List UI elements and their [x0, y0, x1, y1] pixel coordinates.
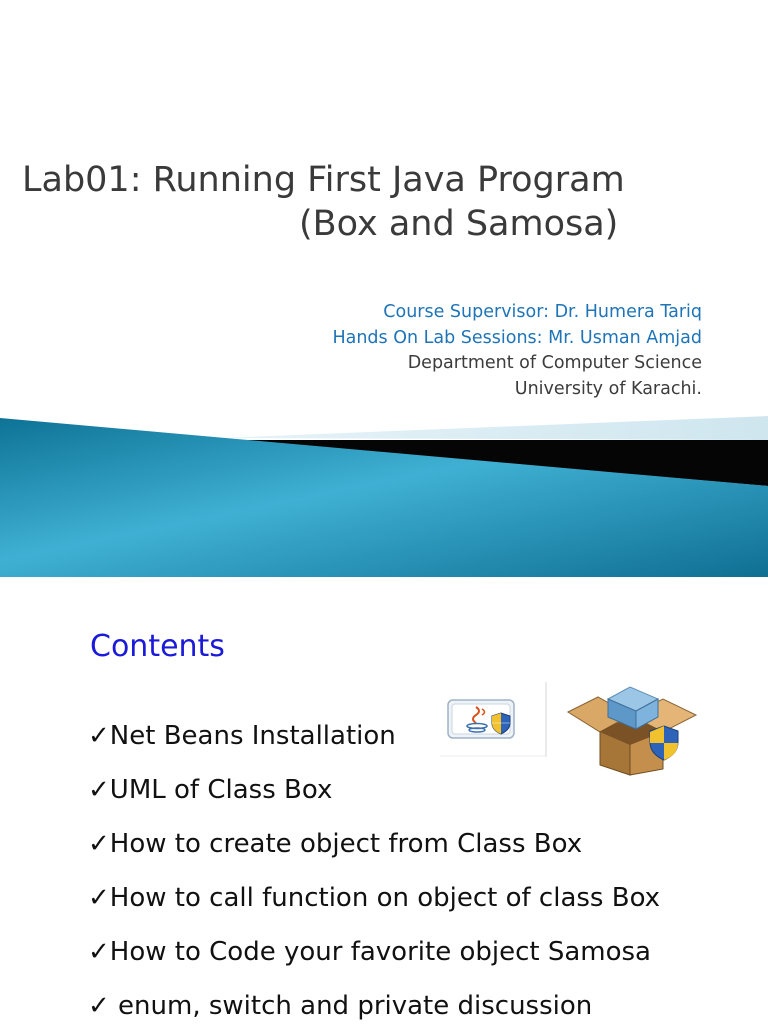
contents-heading: Contents [90, 629, 225, 664]
list-item-text: How to call function on object of class Box [109, 883, 661, 913]
list-item [88, 979, 660, 1024]
contents-slide [0, 577, 768, 1024]
list-item [88, 925, 660, 979]
list-item [88, 817, 660, 871]
list-item [88, 871, 660, 925]
decorative-wave-band [0, 410, 768, 577]
check-icon: ✓ [88, 991, 110, 1021]
course-supervisor-line: Course Supervisor: Dr. Humera Tariq [383, 302, 702, 322]
department-line: Department of Computer Science [407, 353, 702, 373]
check-icon: ✓ [88, 883, 110, 913]
slide-title-line-2: (Box and Samosa) [299, 204, 619, 244]
check-icon: ✓ [88, 937, 110, 967]
credits-block [332, 300, 702, 402]
pale-stripe [220, 416, 768, 440]
software-box-shield-icon [558, 677, 703, 777]
list-item-text: enum, switch and private discussion [109, 991, 593, 1021]
list-item-text: How to create object from Class Box [109, 829, 583, 859]
slide-title [22, 158, 722, 246]
list-item-text: UML of Class Box [109, 775, 333, 805]
check-icon: ✓ [88, 829, 110, 859]
check-icon: ✓ [88, 721, 110, 751]
list-item-text: How to Code your favorite object Samosa [109, 937, 651, 967]
lab-sessions-line: Hands On Lab Sessions: Mr. Usman Amjad [332, 327, 702, 348]
java-installer-icon [440, 682, 548, 757]
check-icon: ✓ [88, 775, 110, 805]
slide-title-line-1: Lab01: Running First Java Program [22, 160, 625, 200]
list-item-text: Net Beans Installation [109, 721, 396, 751]
university-line: University of Karachi. [514, 378, 702, 399]
